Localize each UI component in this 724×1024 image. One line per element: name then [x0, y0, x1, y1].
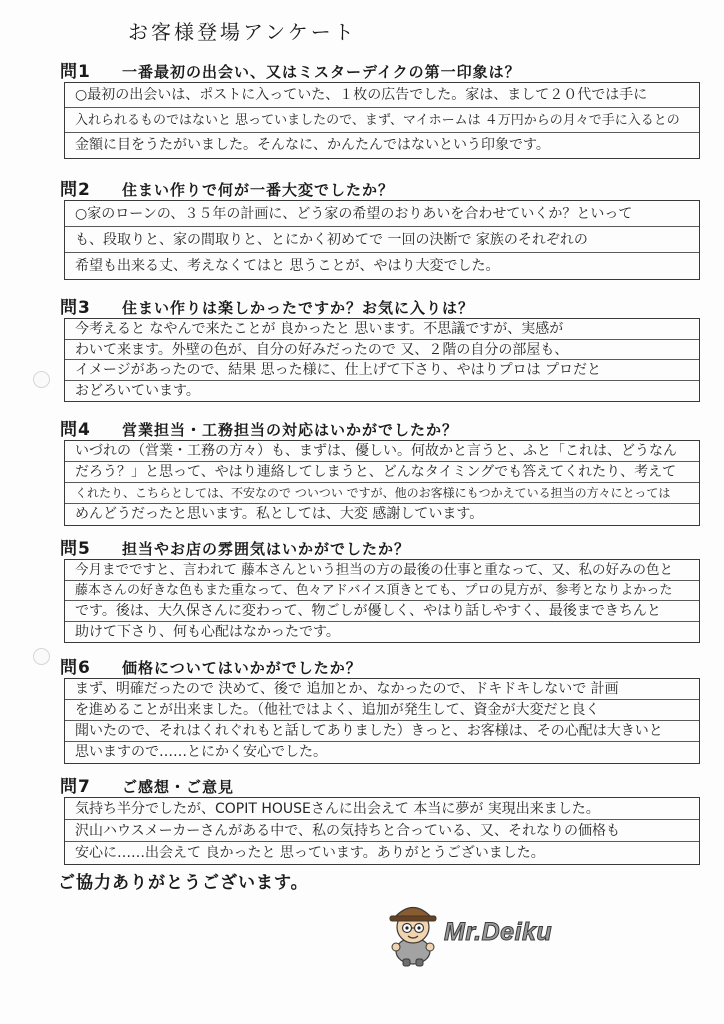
- question-number: 問1: [60, 62, 91, 82]
- handwritten-answer-line: です。後は、大久保さんに変わって、物ごしが優しく、やはり話しやすく、最後まできちんと: [65, 601, 699, 622]
- logo-wordmark: Mr.Deiku: [444, 917, 553, 946]
- handwritten-answer-line: 今月までですと、言われて 藤本さんという担当の方の最後の仕事と重なって、又、私の好みの色と: [65, 560, 699, 581]
- answer-box-4: [64, 440, 700, 526]
- handwritten-answer-line: ○家のローンの、３５年の計画に、どう家の希望のおりあいを合わせていくか？といって: [65, 201, 699, 227]
- handwritten-answer-line: だろう？」と思って、やはり連絡してしまうと、どんなタイミングでも答えてくれたり、考えて: [65, 462, 699, 483]
- handwritten-answer-line: イメージがあったので、結果 思った様に、仕上げて下さり、やはりプロは プロだと: [65, 360, 699, 381]
- handwritten-answer-line: 聞いたので、それはくれぐれもと話してありました）きっと、お客様は、その心配は大きいと: [65, 721, 699, 742]
- question-7-header: [60, 775, 234, 797]
- handwritten-answer-line: くれたり、こちらとしては、不安なので ついつい ですが、他のお客様にもつかえている担当の方々にとっては: [65, 483, 699, 504]
- handwritten-answer-line: 思いますので……とにかく安心でした。: [75, 744, 327, 760]
- handwritten-answer-line: めんどうだったと思います。私としては、大変 感謝しています。: [75, 506, 484, 522]
- question-number: 問4: [60, 420, 91, 440]
- handwritten-answer-line: 安心に……出会えて 良かったと 思っています。ありがとうございました。: [75, 845, 545, 861]
- handwritten-answer-line: おどろいています。: [75, 382, 200, 399]
- handwritten-answer-line: わいて来ます。外壁の色が、自分の好みだったので 又、２階の自分の部屋も、: [65, 340, 699, 361]
- question-text: 一番最初の出会い、又はミスターデイクの第一印象は？: [122, 63, 521, 81]
- handwritten-answer-line: を進めることが出来ました。（他社ではよく、追加が発生して、資金が大変だと良く: [65, 700, 699, 721]
- handwritten-answer-line: 助けて下さり、何も心配はなかったです。: [75, 623, 340, 640]
- answer-box-3: [64, 318, 700, 402]
- handwritten-answer-line: 希望も出来る丈、考えなくてはと 思うことが、やはり大変でした。: [75, 258, 500, 274]
- punch-hole: [33, 648, 50, 665]
- closing-thanks: ご協力ありがとうございます。: [58, 873, 309, 893]
- handwritten-answer-line: いづれの（営業・工務の方々）も、まずは、優しい。何故かと言うと、ふと「これは、どうなん: [65, 441, 699, 462]
- question-text: 価格についてはいかがでしたか？: [122, 659, 362, 677]
- question-number: 問6: [60, 658, 91, 678]
- question-number: 問5: [60, 539, 91, 559]
- document-title: お客様登場アンケート: [128, 20, 357, 44]
- question-5-header: [60, 537, 410, 559]
- handwritten-answer-line: 入れられるものではないと 思っていましたので、まず、マイホームは ４万円からの月々で手に入るとの: [65, 108, 699, 133]
- question-2-header: [60, 178, 394, 200]
- answer-box-1: [64, 82, 700, 159]
- question-1-header: [60, 60, 521, 82]
- company-logo: [384, 896, 594, 968]
- handwritten-answer-line: 気持ち半分でしたが、COPIT HOUSEさんに出会えて 本当に夢が 実現出来ました。: [65, 798, 699, 820]
- handwritten-answer-line: まず、明確だったので 決めて、後で 追加とか、なかったので、ドキドキしないで 計画: [65, 679, 699, 700]
- answer-box-2: [64, 200, 700, 280]
- handwritten-answer-line: も、段取りと、家の間取りと、とにかく初めてで 一回の決断で 家族のそれぞれの: [65, 227, 699, 253]
- question-text: 住まい作りで何が一番大変でしたか？: [122, 181, 395, 199]
- punch-hole: [33, 371, 50, 388]
- question-text: ご感想・ご意見: [122, 778, 235, 796]
- answer-box-5: [64, 559, 700, 643]
- answer-box-6: [64, 678, 700, 764]
- handwritten-answer-line: 沢山ハウスメーカーさんがある中で、私の気持ちと合っている、又、それなりの価格も: [65, 820, 699, 842]
- question-text: 担当やお店の雰囲気はいかがでしたか？: [122, 540, 411, 558]
- question-number: 問7: [60, 777, 91, 797]
- question-number: 問2: [60, 180, 91, 200]
- question-3-header: [60, 296, 474, 318]
- question-number: 問3: [60, 298, 91, 318]
- question-text: 住まい作りは楽しかったですか？お気に入りは？: [122, 299, 475, 317]
- question-6-header: [60, 656, 362, 678]
- question-4-header: [60, 418, 458, 440]
- mascot-icon: [384, 897, 442, 967]
- handwritten-answer-line: ○最初の出会いは、ポストに入っていた、１枚の広告でした。家は、まして２０代では手に: [65, 83, 699, 108]
- answer-box-7: [64, 797, 700, 865]
- question-text: 営業担当・工務担当の対応はいかがでしたか？: [122, 421, 459, 439]
- handwritten-answer-line: 今考えると なやんで来たことが 良かったと 思います。不思議ですが、実感が: [65, 319, 699, 340]
- handwritten-answer-line: 金額に目をうたがいました。そんなに、かんたんではないという印象です。: [75, 137, 550, 153]
- handwritten-answer-line: 藤本さんの好きな色もまた重なって、色々アドバイス頂きとても、プロの見方が、参考となりよかった: [65, 581, 699, 602]
